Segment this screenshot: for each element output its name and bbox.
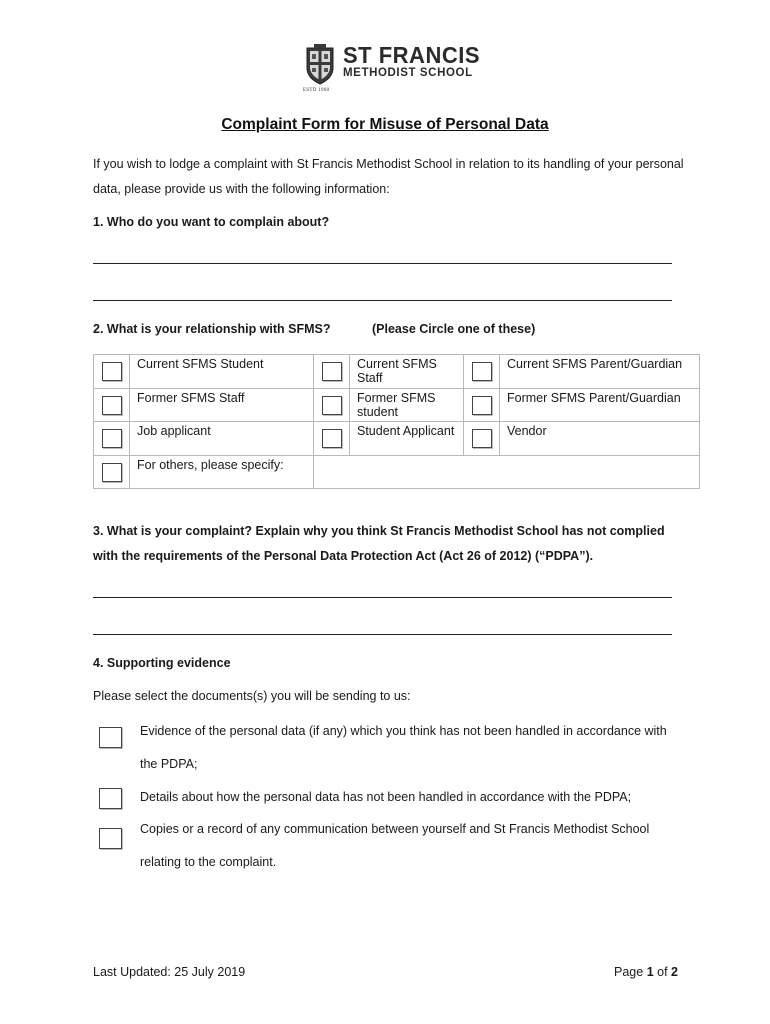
question-2: 2. What is your relationship with SFMS?: [93, 322, 331, 336]
checkbox-vendor[interactable]: [472, 429, 492, 448]
option-current-student: Current SFMS Student: [130, 355, 314, 389]
logo-school-name: ST FRANCIS: [343, 41, 480, 69]
page-number: [614, 965, 678, 979]
relationship-table: [93, 354, 700, 489]
evidence-item-2: Details about how the personal data has not been handled in accordance with the PDPA;: [140, 790, 632, 804]
logo-established: ESTD 1960: [303, 88, 330, 93]
option-former-staff: Former SFMS Staff: [130, 389, 314, 422]
checkbox-current-parent[interactable]: [472, 362, 492, 381]
page-of: of: [657, 965, 668, 979]
checkbox-job-applicant[interactable]: [102, 429, 122, 448]
option-others: For others, please specify:: [130, 456, 314, 489]
option-current-parent: Current SFMS Parent/Guardian: [500, 355, 700, 389]
checkbox-current-staff[interactable]: [322, 362, 342, 381]
checkbox-former-student[interactable]: [322, 396, 342, 415]
checkbox-others[interactable]: [102, 463, 122, 482]
option-former-parent: Former SFMS Parent/Guardian: [500, 389, 700, 422]
logo-school-type: METHODIST SCHOOL: [343, 67, 473, 79]
form-title: Complaint Form for Misuse of Personal Data: [221, 116, 549, 133]
checkbox-former-staff[interactable]: [102, 396, 122, 415]
option-vendor: Vendor: [500, 422, 700, 456]
question-1: 1. Who do you want to complain about?: [93, 215, 330, 229]
answer-line-q3-2[interactable]: [93, 634, 672, 635]
question-2-note: (Please Circle one of these): [372, 322, 536, 336]
intro-text: If you wish to lodge a complaint with St Francis Methodist School in relation to its handling of your personal data, please provide us with the following information:: [93, 157, 684, 196]
answer-line-q1-1[interactable]: [93, 263, 672, 264]
question-3: 3. What is your complaint? Explain why you think St Francis Methodist School has not complied with the requirements of the Personal Data Protection Act (Act 26 of 2012) (“PDPA”).: [93, 524, 665, 563]
checkbox-evidence-communication[interactable]: [99, 828, 122, 849]
answer-line-q1-2[interactable]: [93, 300, 672, 301]
checkbox-evidence-details[interactable]: [99, 788, 122, 809]
school-crest-icon: [303, 44, 335, 93]
evidence-item-3: Copies or a record of any communication between yourself and St Francis Methodist School relating to the complaint.: [140, 822, 650, 869]
option-former-student: Former SFMS student: [350, 389, 464, 422]
page-label: Page: [614, 965, 644, 979]
evidence-item-1: Evidence of the personal data (if any) which you think has not been handled in accordance with the PDPA;: [140, 724, 667, 771]
question-4: 4. Supporting evidence: [93, 656, 231, 670]
others-specify-field[interactable]: [314, 456, 700, 489]
checkbox-student-applicant[interactable]: [322, 429, 342, 448]
checkbox-evidence-personal-data[interactable]: [99, 727, 122, 748]
answer-line-q3-1[interactable]: [93, 597, 672, 598]
page-current: 1: [646, 965, 654, 979]
school-logo: [303, 41, 480, 93]
checkbox-current-student[interactable]: [102, 362, 122, 381]
evidence-intro: Please select the documents(s) you will be sending to us:: [93, 689, 411, 703]
option-student-applicant: Student Applicant: [350, 422, 464, 456]
checkbox-former-parent[interactable]: [472, 396, 492, 415]
page-total: 2: [671, 965, 678, 979]
option-job-applicant: Job applicant: [130, 422, 314, 456]
last-updated: Last Updated: 25 July 2019: [93, 965, 246, 979]
option-current-staff: Current SFMS Staff: [350, 355, 464, 389]
